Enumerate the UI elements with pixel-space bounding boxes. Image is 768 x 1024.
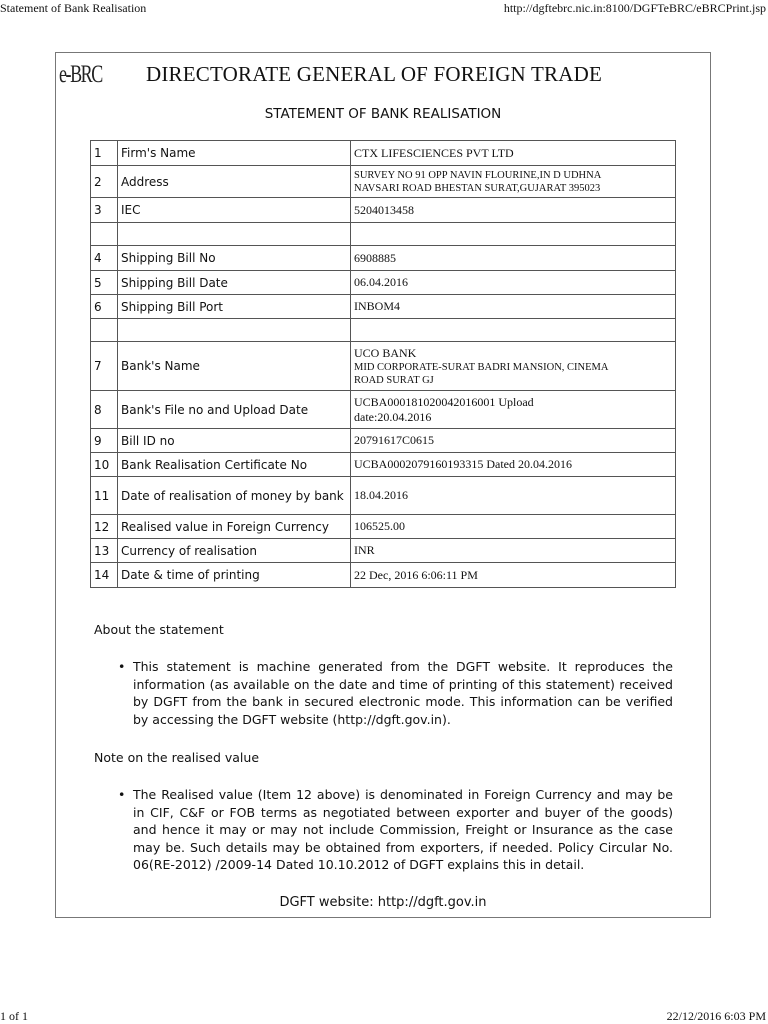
row-number: 12 [91, 515, 118, 539]
table-row [91, 141, 676, 166]
row-label: Shipping Bill Date [118, 271, 351, 295]
row-value [351, 342, 676, 391]
row-value: 5204013458 [351, 198, 676, 223]
about-bullet [118, 658, 673, 728]
about-text: This statement is machine generated from the DGFT website. It reproduces the information (as available on the date and time of printing of this statement) received by DGFT from the bank in secured electronic mode. This information can be verified by accessing the DGFT website (http://dgft.gov.in). [133, 659, 673, 727]
row-value: 18.04.2016 [351, 477, 676, 515]
file-no-line-2: date:20.04.2016 [354, 409, 432, 424]
row-value: INBOM4 [351, 295, 676, 319]
row-value: CTX LIFESCIENCES PVT LTD [351, 141, 676, 166]
statement-frame [55, 52, 711, 918]
table-row [91, 477, 676, 515]
table-row [91, 166, 676, 198]
statement-subtitle: STATEMENT OF BANK REALISATION [264, 106, 502, 122]
dgft-website: DGFT website: http://dgft.gov.in [279, 895, 487, 910]
row-number: 10 [91, 453, 118, 477]
table-row-empty [91, 223, 676, 246]
row-label: Realised value in Foreign Currency [118, 515, 351, 539]
table-row [91, 515, 676, 539]
row-number: 3 [91, 198, 118, 223]
row-number: 6 [91, 295, 118, 319]
table-row [91, 295, 676, 319]
row-label: Address [118, 166, 351, 198]
table-row-empty [91, 319, 676, 342]
row-number: 1 [91, 141, 118, 166]
row-value [351, 391, 676, 429]
table-row [91, 391, 676, 429]
row-number: 11 [91, 477, 118, 515]
row-label: Currency of realisation [118, 539, 351, 563]
bullet-icon: • [118, 787, 126, 802]
table-row [91, 429, 676, 453]
row-number: 5 [91, 271, 118, 295]
table-row [91, 539, 676, 563]
page-title: DIRECTORATE GENERAL OF FOREIGN TRADE [146, 62, 602, 86]
print-datetime: 22/12/2016 6:03 PM [666, 1009, 766, 1023]
about-heading: About the statement [94, 622, 224, 637]
row-label: Firm's Name [118, 141, 351, 166]
table-row [91, 198, 676, 223]
row-number: 7 [91, 342, 118, 391]
table-row [91, 563, 676, 588]
address-line-2: NAVSARI ROAD BHESTAN SURAT,GUJARAT 395023 [354, 182, 601, 194]
row-label: Shipping Bill No [118, 246, 351, 271]
row-label: IEC [118, 198, 351, 223]
row-value: 6908885 [351, 246, 676, 271]
row-value: INR [351, 539, 676, 563]
bank-name: UCO BANK [354, 345, 417, 360]
address-line-1: SURVEY NO 91 OPP NAVIN FLOURINE,IN D UDHNA [354, 169, 602, 181]
row-label: Bank's File no and Upload Date [118, 391, 351, 429]
table-row [91, 342, 676, 391]
row-label: Shipping Bill Port [118, 295, 351, 319]
note-text: The Realised value (Item 12 above) is denominated in Foreign Currency and may be in CIF, C&F or FOB terms as negotiated between exporter and buyer of the goods) and hence it may or may not include Commission, Freight or Insurance as the case may be. Such details may be obtained from exporters, if needed. Policy Circular No. 06(RE-2012) /2009-14 Dated 10.10.2012 of DGFT explains this in detail. [133, 787, 673, 872]
table-row [91, 246, 676, 271]
row-value: 22 Dec, 2016 6:06:11 PM [351, 563, 676, 588]
row-number: 4 [91, 246, 118, 271]
row-value: 106525.00 [351, 515, 676, 539]
statement-table [90, 140, 676, 588]
table-row [91, 271, 676, 295]
row-label: Bank Realisation Certificate No [118, 453, 351, 477]
ebrc-logo: e-BRC [59, 61, 102, 88]
row-number: 13 [91, 539, 118, 563]
note-bullet [118, 786, 673, 874]
file-no-line-1: UCBA000181020042016001 Upload [354, 394, 534, 409]
browser-page-title: Statement of Bank Realisation [0, 1, 147, 15]
row-value: 06.04.2016 [351, 271, 676, 295]
row-number: 2 [91, 166, 118, 198]
row-number: 14 [91, 563, 118, 588]
bullet-icon: • [118, 659, 126, 674]
row-label: Bank's Name [118, 342, 351, 391]
row-value: 20791617C0615 [351, 429, 676, 453]
row-number: 9 [91, 429, 118, 453]
row-value [351, 166, 676, 198]
bank-branch-line-1: MID CORPORATE-SURAT BADRI MANSION, CINEMA [354, 361, 609, 373]
row-label: Bill ID no [118, 429, 351, 453]
row-value: UCBA0002079160193315 Dated 20.04.2016 [351, 453, 676, 477]
row-number: 8 [91, 391, 118, 429]
table-row [91, 453, 676, 477]
page-count: 1 of 1 [0, 1009, 28, 1023]
note-heading: Note on the realised value [94, 750, 260, 765]
row-label: Date & time of printing [118, 563, 351, 588]
bank-branch-line-2: ROAD SURAT GJ [354, 374, 434, 386]
row-label: Date of realisation of money by bank [118, 477, 351, 515]
browser-url: http://dgftebrc.nic.in:8100/DGFTeBRC/eBRCPrint.jsp [503, 1, 766, 15]
